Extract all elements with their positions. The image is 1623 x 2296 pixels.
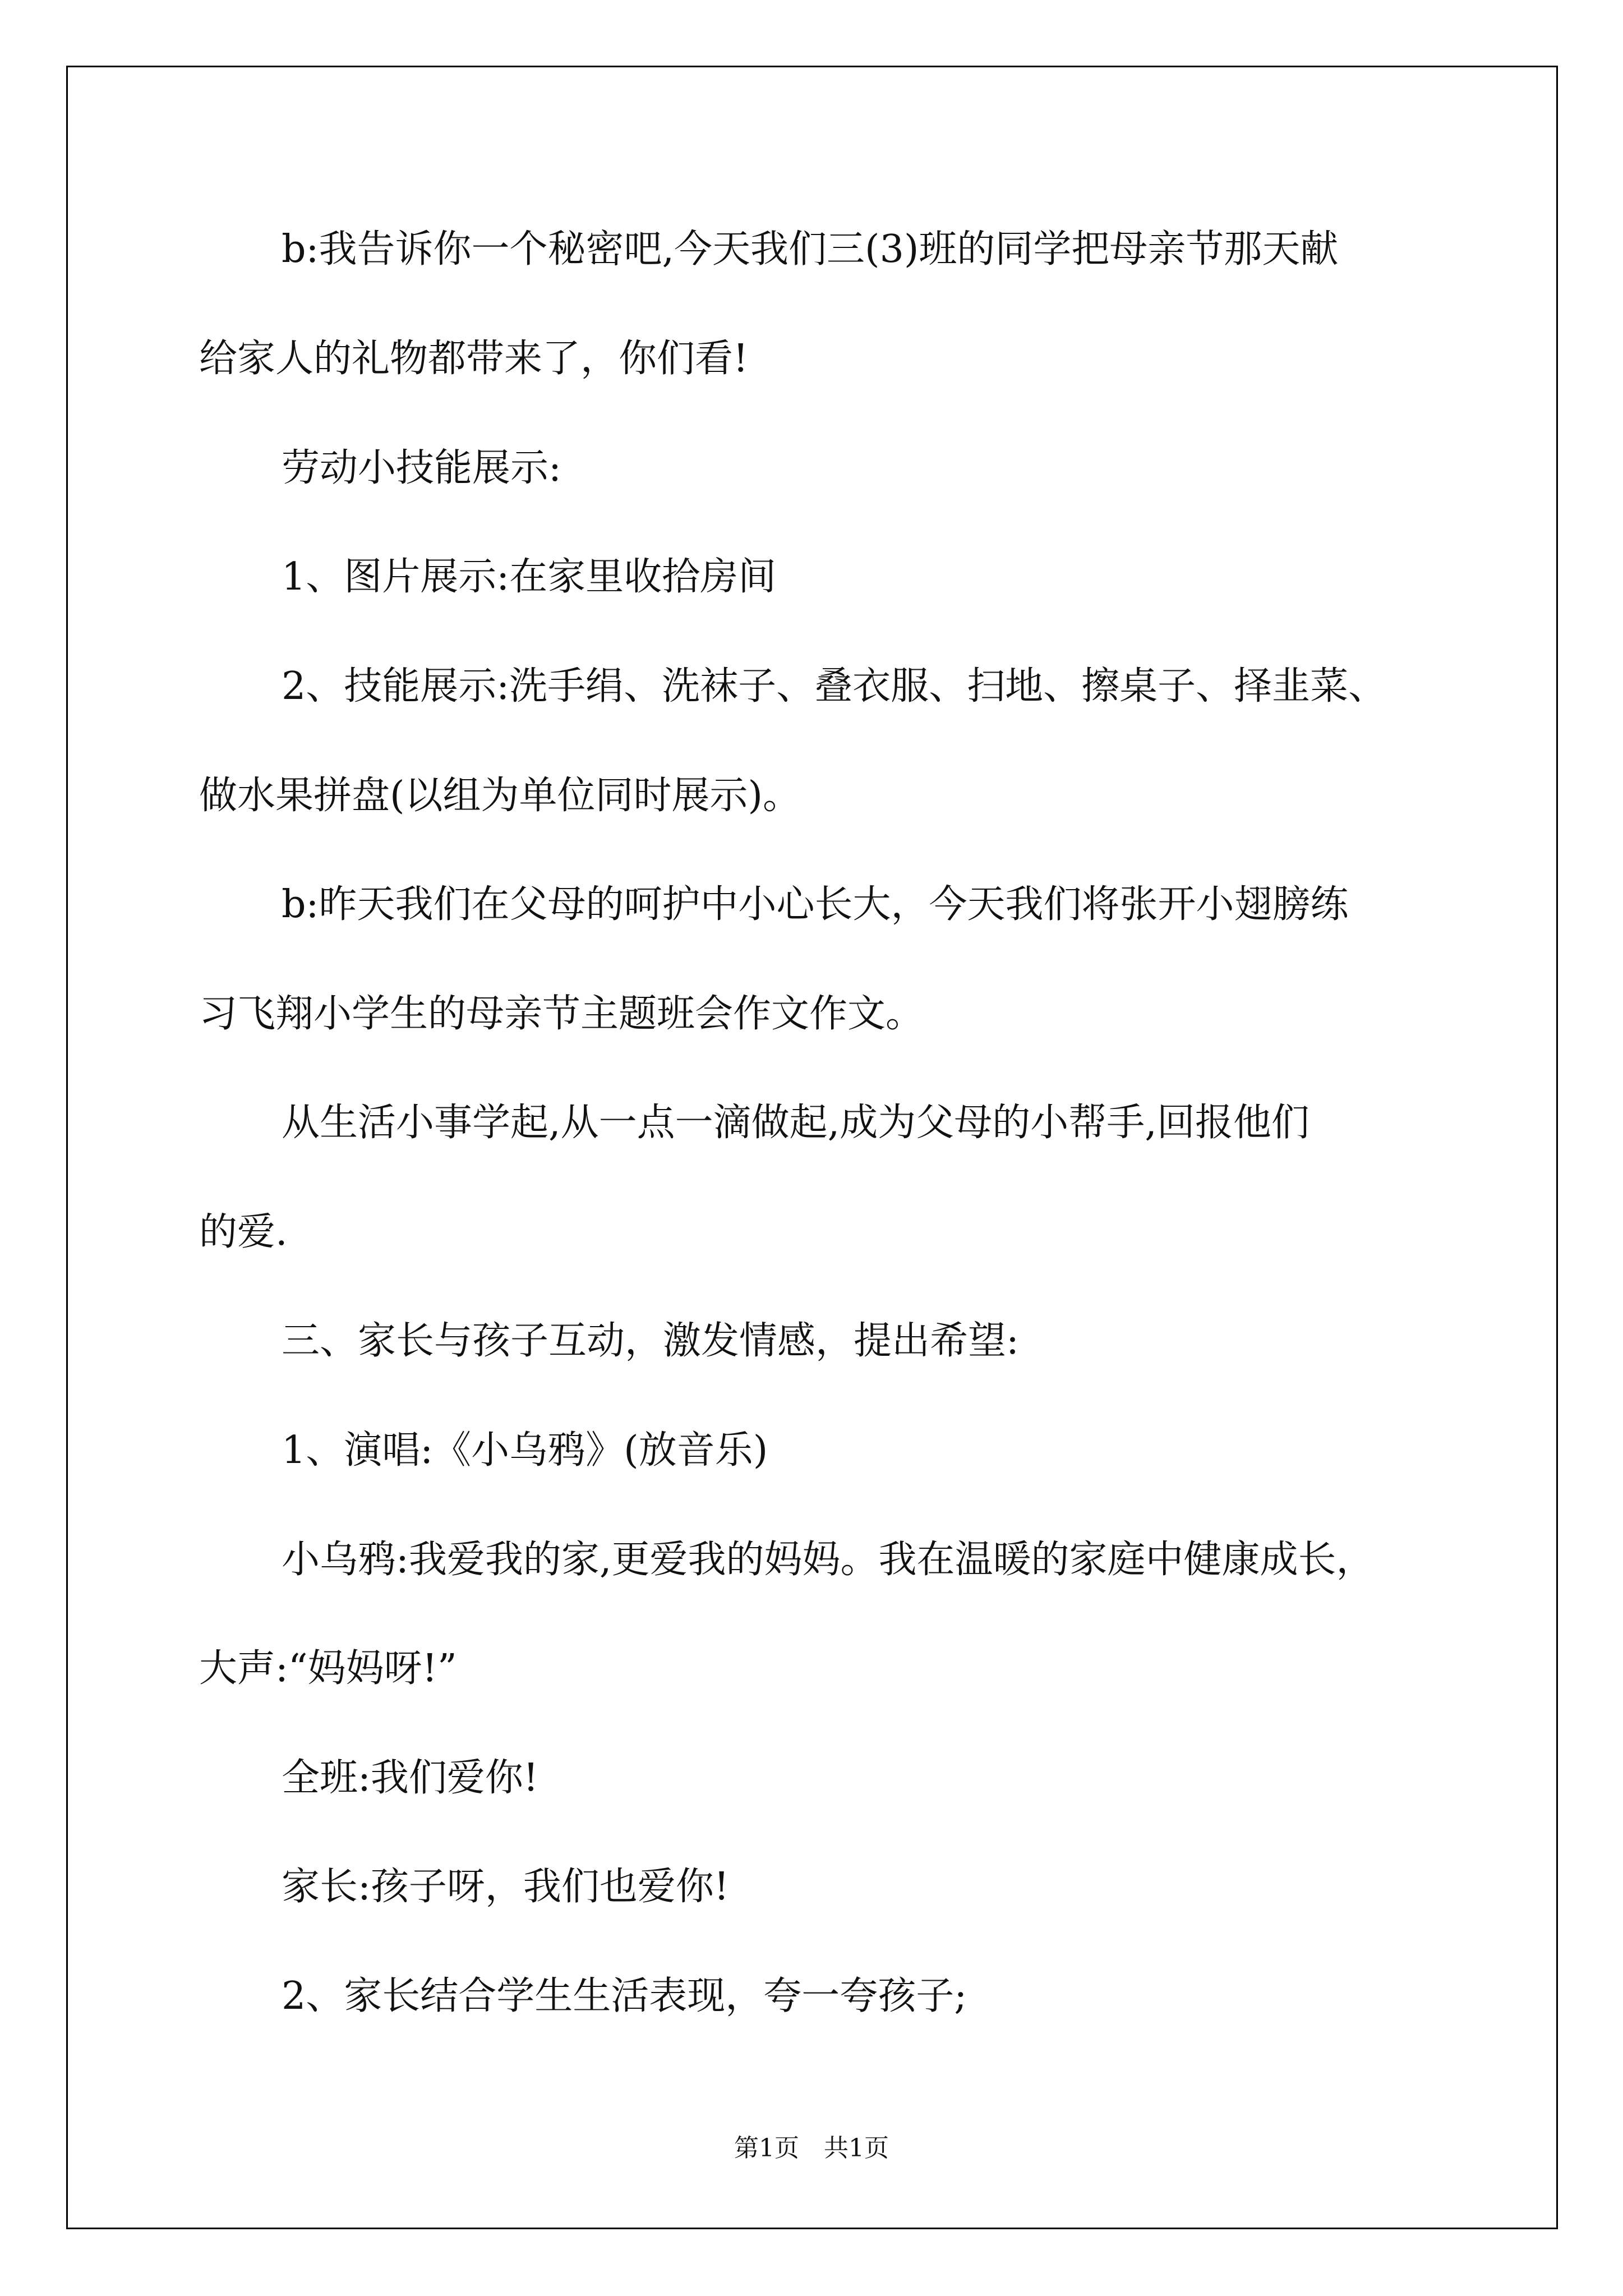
paragraph-line: 给家人的礼物都带来了，你们看!	[199, 337, 749, 381]
paragraph-line: 2、技能展示:洗手绢、洗袜子、叠衣服、扫地、擦桌子、择韭菜、	[282, 664, 1387, 708]
paragraph-line: 劳动小技能展示:	[282, 446, 561, 490]
paragraph-line: b:昨天我们在父母的呵护中小心长大，今天我们将张开小翅膀练	[282, 882, 1349, 927]
paragraph-line: 1、演唱:《小乌鸦》(放音乐)	[282, 1428, 768, 1473]
paragraph-line: 从生活小事学起,从一点一滴做起,成为父母的小帮手,回报他们	[282, 1101, 1310, 1145]
paragraph-line: 1、图片展示:在家里收拾房间	[282, 555, 777, 599]
paragraph-line: 家长:孩子呀，我们也爱你!	[282, 1865, 730, 1909]
paragraph-line: 三、家长与孩子互动，激发情感，提出希望:	[282, 1319, 1019, 1363]
page-footer: 第1页 共1页	[734, 2134, 889, 2162]
paragraph-line: b:我告诉你一个秘密吧,今天我们三(3)班的同学把母亲节那天献	[282, 227, 1339, 272]
paragraph-line: 全班:我们爱你!	[282, 1756, 539, 1800]
paragraph-line: 做水果拼盘(以组为单位同时展示)。	[199, 774, 801, 818]
paragraph-line: 习飞翔小学生的母亲节主题班会作文作文。	[199, 992, 924, 1036]
paragraph-line: 小乌鸦:我爱我的家,更爱我的妈妈。我在温暖的家庭中健康成长，	[282, 1538, 1375, 1582]
paragraph-line: 大声:“妈妈呀!”	[199, 1646, 457, 1691]
paragraph-line: 2、家长结合学生生活表现，夸一夸孩子;	[282, 1974, 967, 2018]
paragraph-line: 的爱.	[199, 1210, 288, 1254]
